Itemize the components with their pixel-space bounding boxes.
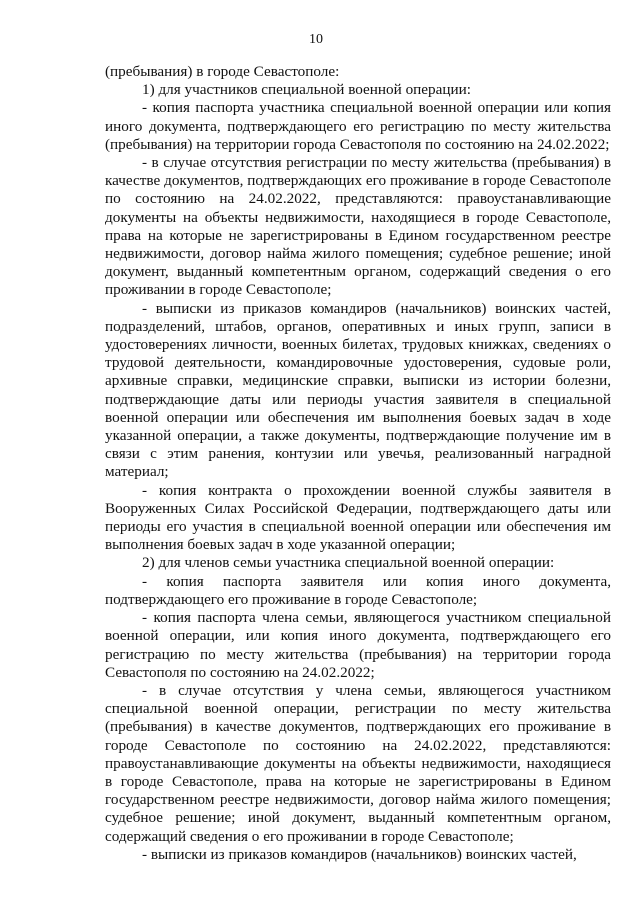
paragraph-item-1-heading: 1) для участников специальной военной операции: — [142, 81, 471, 99]
paragraph-continuation: (пребывания) в городе Севастополе: — [105, 63, 340, 80]
paragraph-order-extracts: - выписки из приказов командиров (начальников) воинских частей, подразделений, штабов, органов, оперативных и иных групп, записи в удостоверениях личности, военных билетах, трудовых книжках, сведениях о трудовой деятельности, командировочные удостоверения, судовые роли, архивные справки, медицинские справки, выписки из истории болезни, подтверждающие даты или периоды участия заявителя в специальной военной операции или обеспечения им выполнения боевых задач в ходе указанной операции, а также документы, подтверждающие получение им в связи с этим ранения, контузии или увечья, реализованный наградной материал; — [105, 299, 611, 481]
paragraph-item-2-heading: 2) для членов семьи участника специальной военной операции: — [142, 554, 555, 572]
paragraph-contract-copy: - копия контракта о прохождении военной службы заявителя в Вооруженных Силах Российской Федерации, подтверждающего даты или периоды его участия в специальной военной операции или обеспечения им выполнения боевых задач в ходе указанной операции; — [105, 481, 611, 554]
paragraph-applicant-passport: - копия паспорта заявителя или копия иного документа, подтверждающего его проживание в городе Севастополе; — [105, 572, 611, 608]
paragraph-family-order-extracts: - выписки из приказов командиров (начальников) воинских частей, — [142, 845, 577, 863]
paragraph-family-member-passport: - копия паспорта члена семьи, являющегося участником специальной военной операции, или копия иного документа, подтверждающего его регистрацию по месту жительства (пребывания) на территории города Севастополя по состоянию на 24.02.2022; — [105, 609, 611, 681]
paragraph-passport-copy: - копия паспорта участника специальной военной операции или копия иного документа, подтверждающего его регистрацию по месту жительства (пребывания) на территории города Севастополя по состоянию на 24.02.2022; — [105, 99, 611, 153]
body-text — [105, 63, 611, 864]
paragraph-family-no-registration: - в случае отсутствия у члена семьи, являющегося участником специальной военной операции, регистрации по месту жительства (пребывания) в качестве документов, подтверждающих его проживание в городе Севастополе по состоянию на 24.02.2022, представляются: правоустанавливающие документы на объекты недвижимости, находящиеся в городе Севастополе, права на которые не зарегистрированы в Едином государственном реестре недвижимости, договор найма жилого помещения; судебное решение; иной документ, выданный компетентным органом, содержащий сведения о его проживании в городе Севастополе; — [105, 681, 611, 845]
paragraph-no-registration: - в случае отсутствия регистрации по месту жительства (пребывания) в качестве документов, подтверждающих его проживание в городе Севастополе по состоянию на 24.02.2022, представляются: правоустанавливающие документы на объекты недвижимости, находящиеся в городе Севастополе, права на которые не зарегистрированы в Едином государственном реестре недвижимости, договор найма жилого помещения; судебное решение; иной документ, выданный компетентным органом, содержащий сведения о его проживании в городе Севастополе; — [105, 154, 611, 299]
page-number: 10 — [309, 32, 323, 47]
